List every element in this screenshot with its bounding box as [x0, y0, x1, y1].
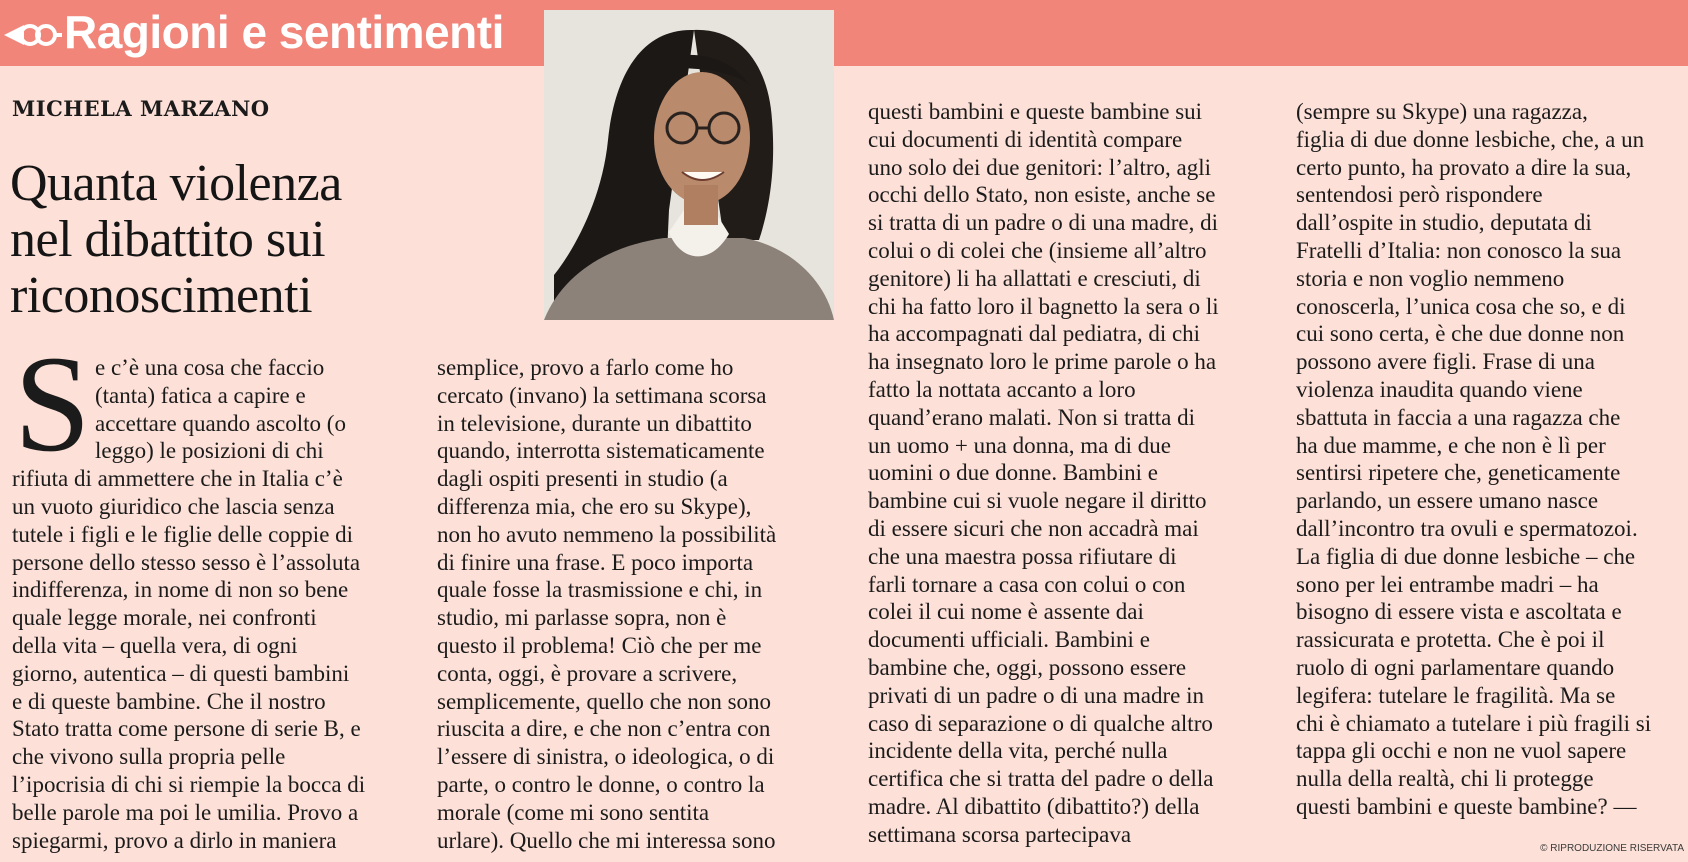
article-text-line: (tanta) fatica a capire e [95, 382, 306, 408]
section-header-bar [0, 0, 1688, 66]
article-text-line: conoscerla, l’unica cosa che so, e di [1296, 293, 1626, 319]
article-text-line: nulla della realtà, chi li protegge [1296, 766, 1594, 792]
article-text-line: giorno, autentica – di questi bambini [12, 660, 350, 686]
article-text-line: sentendosi però rispondere [1296, 182, 1543, 208]
article-text-line: riuscita a dire, e che non c’entra con [437, 716, 771, 742]
section-rubric: Ragioni e sentimenti [64, 6, 504, 58]
article-text-line: colui o di colei che (insieme all’altro [868, 237, 1207, 263]
article-text-line: indifferenza, in nome di non so bene [12, 577, 349, 603]
article-text-line: non ho avuto nemmeno la possibilità [437, 521, 777, 547]
copyright-notice: © RIPRODUZIONE RISERVATA [1540, 843, 1684, 854]
article-text-line: bisogno di essere vista e ascoltata e [1296, 599, 1622, 625]
article-text-line: ha accompagnati dal pediatra, di chi [868, 321, 1201, 347]
article-text-line: documenti ufficiali. Bambini e [868, 627, 1150, 653]
article-text-line: e c’è una cosa che faccio [95, 355, 325, 380]
article-text-line: bambine che, oggi, possono essere [868, 654, 1187, 680]
dropcap-letter: S [14, 327, 91, 480]
article-text-line: urlare). Quello che mi interessa sono [437, 827, 776, 853]
article-text-line: certo punto, ha provato a dire la sua, [1296, 154, 1632, 180]
article-text-line: La figlia di due donne lesbiche – che [1296, 543, 1636, 569]
article-text-line: uomini o due donne. Bambini e [868, 460, 1159, 486]
article-text-line: genitore) li ha allattati e cresciuti, di [868, 265, 1201, 291]
article-text-line: leggo) le posizioni di chi [95, 438, 324, 464]
article-text-line: sbattuta in faccia a una ragazza che [1296, 404, 1621, 430]
article-text-line: sentirsi ripetere che, geneticamente [1296, 460, 1621, 486]
article-text-line: differenza mia, che ero su Skype), [437, 493, 752, 519]
article-text-line: di essere sicuri che non accadrà mai [868, 515, 1199, 541]
article-text-line: ruolo di ogni parlamentare quando [1296, 654, 1615, 680]
headline-line: nel dibattito sui [10, 211, 326, 268]
article-text-line: si tratta di un padre o di una madre, di [868, 210, 1219, 236]
article-text-line: ha insegnato loro le prime parole o ha [868, 349, 1217, 375]
article-text-line: colei il cui nome è assente dai [868, 599, 1144, 625]
article-text-line: tutele i figli e le figlie delle coppie di [12, 521, 354, 547]
article-text-line: certifica che si tratta del padre o della [868, 766, 1214, 792]
article-text-line: studio, mi parlasse sopra, non è [437, 605, 727, 631]
article-text-line: belle parole ma poi le umilia. Provo a [12, 799, 359, 825]
article-text-line: dall’incontro tra ovuli e spermatozoi. [1296, 515, 1638, 541]
article-text-line: semplice, provo a farlo come ho [437, 355, 734, 380]
headline-line: Quanta violenza [10, 155, 342, 212]
article-text-line: violenza inaudita quando viene [1296, 376, 1583, 402]
article-text-line: della vita – quella vera, di ogni [12, 632, 298, 658]
article-text-line: cui documenti di identità compare [868, 126, 1183, 152]
article-column-1 [12, 354, 412, 854]
article-text-line: parte, o contro le donne, o contro la [437, 771, 765, 797]
article-text-line: questi bambini e queste bambine? — [1296, 793, 1637, 819]
headline-line: riconoscimenti [10, 267, 313, 324]
article-text-line: uno solo dei due genitori: l’altro, agli [868, 154, 1212, 180]
article-text-line: dagli ospiti presenti in studio (a [437, 466, 728, 492]
article-text-line: morale (come mi sono sentita [437, 799, 710, 825]
article-text-line: tappa gli occhi e non ne vuol sapere [1296, 738, 1627, 764]
article-text-line: legifera: tutelare le fragilità. Ma se [1296, 682, 1616, 708]
author-photo [544, 10, 834, 320]
article-column-2 [437, 354, 837, 854]
article-text-line: che una maestra possa rifiutare di [868, 543, 1177, 569]
article-text-line: storia e non voglio nemmeno [1296, 265, 1565, 291]
article-text-line: cui sono certa, è che due donne non [1296, 321, 1625, 347]
headline [10, 156, 530, 324]
article-text-line: quale legge morale, nei confronti [12, 605, 317, 631]
article-text-line: conta, oggi, è provare a scrivere, [437, 660, 738, 686]
article-text-line: l’essere di sinistra, o ideologica, o di [437, 744, 775, 770]
article-text-line: spiegarmi, provo a dirlo in maniera [12, 827, 337, 853]
article-text-line: ha due mamme, e che non è lì per [1296, 432, 1606, 458]
article-text-line: l’ipocrisia di chi si riempie la bocca di [12, 771, 366, 797]
article-text-line: possono avere figli. Frase di una [1296, 349, 1595, 375]
article-text-line: farli tornare a casa con colui o con [868, 571, 1186, 597]
article-text-line: cercato (invano) la settimana scorsa [437, 382, 767, 408]
article-text-line: privati di un padre o di una madre in [868, 682, 1204, 708]
article-text-line: e di queste bambine. Che il nostro [12, 688, 326, 714]
article-text-line: rassicurata e protetta. Che è poi il [1296, 627, 1605, 653]
article-text-line: chi è chiamato a tutelare i più fragili si [1296, 710, 1652, 736]
article-text-line: fatto la nottata accanto a loro [868, 376, 1136, 402]
article-text-line: persone dello stesso sesso è l’assoluta [12, 549, 361, 575]
article-text-line: rifiuta di ammettere che in Italia c’è [12, 466, 343, 492]
article-text-line: occhi dello Stato, non esiste, anche se [868, 182, 1216, 208]
article-column-3 [868, 98, 1268, 849]
article-text-line: quando, interrotta sistematicamente [437, 438, 765, 464]
article-text-line: parlando, un essere umano nasce [1296, 488, 1599, 514]
double-circle-arrow-icon [4, 18, 62, 52]
article-text-line: quale fosse la trasmissione e chi, in [437, 577, 763, 603]
author-byline: MICHELA MARZANO [12, 96, 270, 121]
article-text-line: dall’ospite in studio, deputata di [1296, 210, 1592, 236]
article-text-line: accettare quando ascolto (o [95, 410, 346, 436]
article-text-line: bambine cui si vuole negare il diritto [868, 488, 1207, 514]
article-text-line: questi bambini e queste bambine sui [868, 99, 1203, 124]
article-column-4 [1296, 98, 1686, 821]
article-text-line: sono per lei entrambe madri – ha [1296, 571, 1599, 597]
article-text-line: figlia di due donne lesbiche, che, a un [1296, 126, 1645, 152]
article-text-line: (sempre su Skype) una ragazza, [1296, 99, 1588, 124]
article-text-line: in televisione, durante un dibattito [437, 410, 752, 436]
article-text-line: settimana scorsa partecipava [868, 821, 1132, 847]
article-text-line: di finire una frase. E poco importa [437, 549, 754, 575]
article-text-line: che vivono sulla propria pelle [12, 744, 286, 770]
article-text-line: madre. Al dibattito (dibattito?) della [868, 793, 1200, 819]
article-text-line: un vuoto giuridico che lascia senza [12, 493, 335, 519]
article-text-line: Stato tratta come persone di serie B, e [12, 716, 361, 742]
article-text-line: quand’erano malati. Non si tratta di [868, 404, 1196, 430]
article-text-line: questo il problema! Ciò che per me [437, 632, 762, 658]
article-text-line: chi ha fatto loro il bagnetto la sera o li [868, 293, 1219, 319]
author-portrait-image [544, 10, 834, 320]
article-text-line: semplicemente, quello che non sono [437, 688, 772, 714]
article-text-line: caso di separazione o di qualche altro [868, 710, 1213, 736]
article-text-line: Fratelli d’Italia: non conosco la sua [1296, 237, 1622, 263]
article-text-line: incidente della vita, perché nulla [868, 738, 1168, 764]
article-text-line: un uomo + una donna, ma di due [868, 432, 1171, 458]
